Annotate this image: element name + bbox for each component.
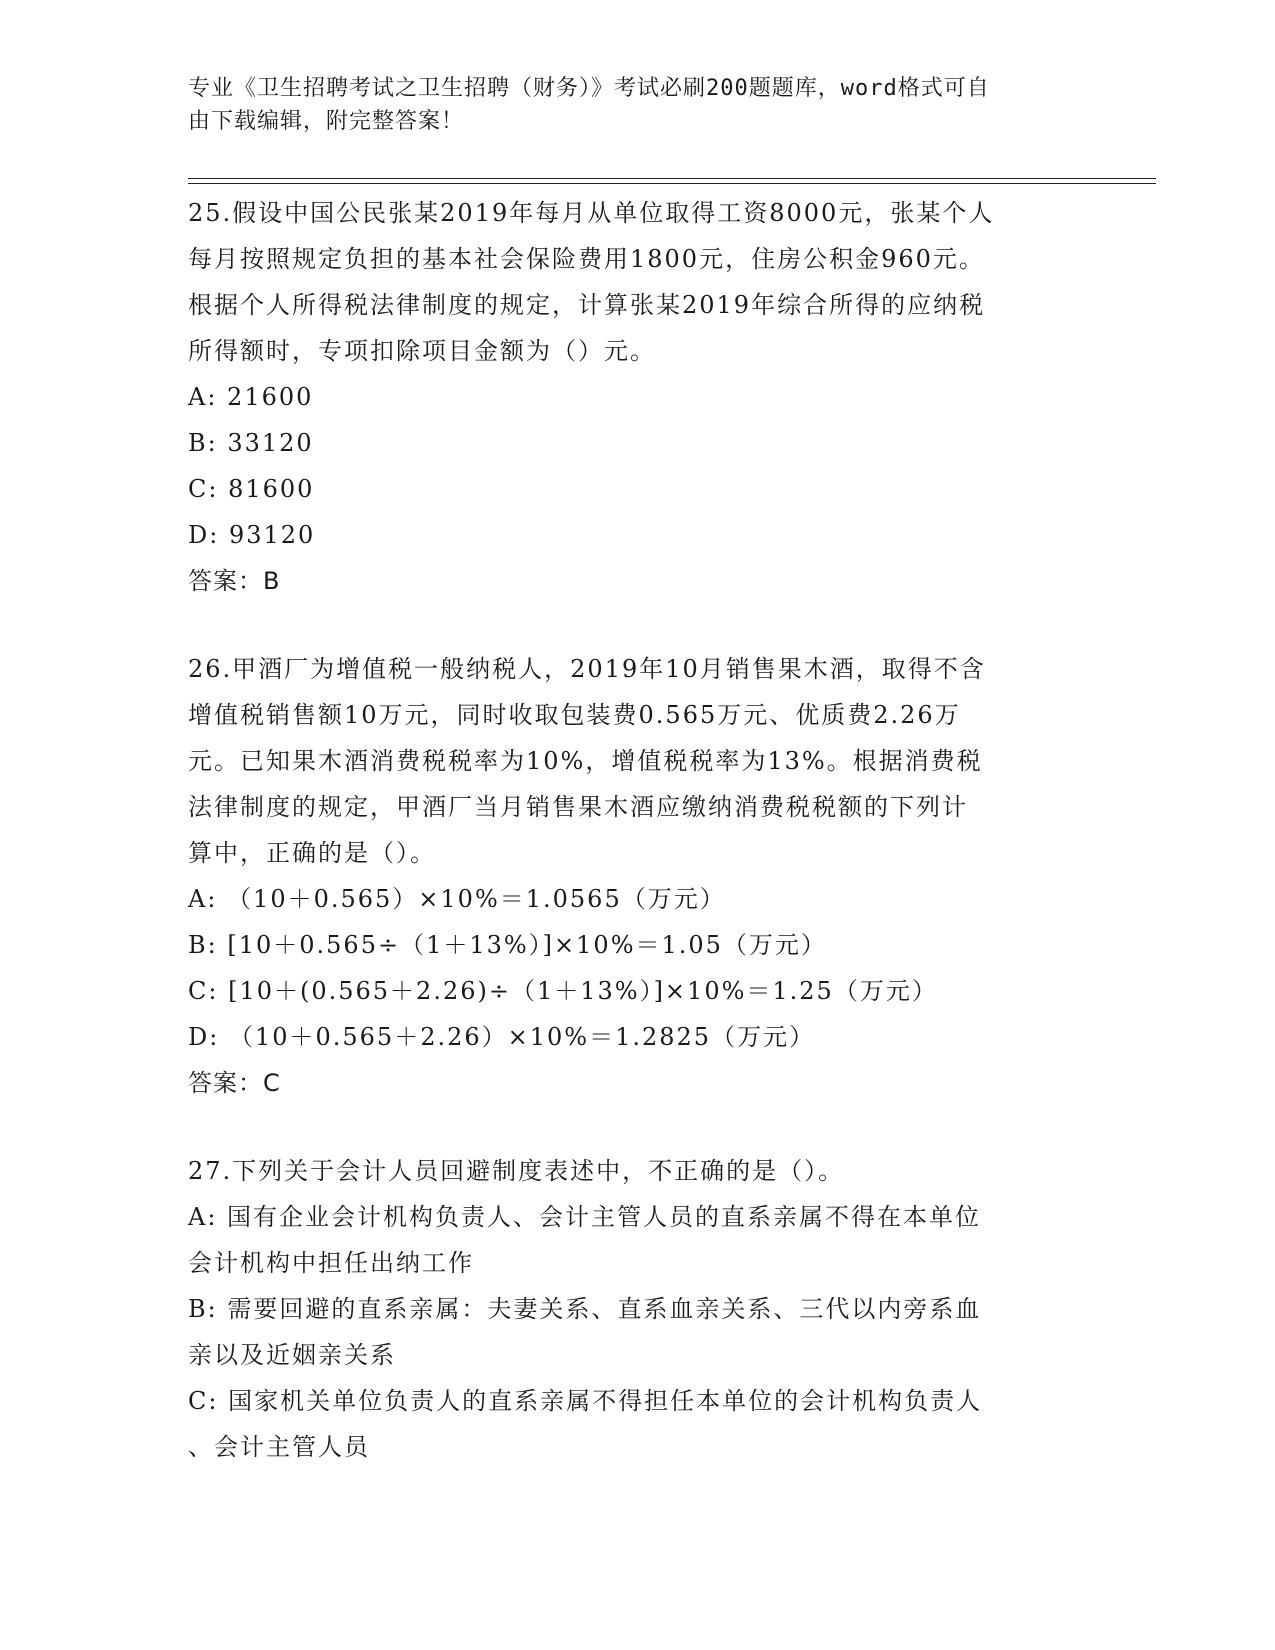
question-stem-line: 法律制度的规定，甲酒厂当月销售果木酒应缴纳消费税税额的下列计 xyxy=(188,793,968,821)
question-stem-line: 25.假设中国公民张某2019年每月从单位取得工资8000元，张某个人 xyxy=(188,199,995,227)
question-stem-line: 根据个人所得税法律制度的规定，计算张某2019年综合所得的应纳税 xyxy=(188,291,986,319)
question-stem-line: 元。已知果木酒消费税税率为10%，增值税税率为13%。根据消费税 xyxy=(188,747,983,775)
option-d: D: 93120 xyxy=(188,521,316,549)
question-stem-line: 增值税销售额10万元，同时收取包装费0.565万元、优质费2.26万 xyxy=(188,701,961,729)
header-line: 由下载编辑，附完整答案！ xyxy=(188,109,465,134)
option-b: B: 33120 xyxy=(188,429,314,457)
question-26 xyxy=(188,646,1088,1106)
question-stem-line: 所得额时，专项扣除项目金额为（）元。 xyxy=(188,337,656,365)
option-b: B: 需要回避的直系亲属：夫妻关系、直系血亲关系、三代以内旁系血 xyxy=(188,1295,982,1323)
question-stem-line: 27.下列关于会计人员回避制度表述中，不正确的是（）。 xyxy=(188,1157,845,1185)
option-a: A: 国有企业会计机构负责人、会计主管人员的直系亲属不得在本单位 xyxy=(188,1203,982,1231)
answer-line: 答案：C xyxy=(188,1069,281,1097)
question-stem-line: 算中，正确的是（）。 xyxy=(188,839,436,867)
question-27 xyxy=(188,1148,1088,1470)
header-divider-top xyxy=(188,178,1156,179)
question-25 xyxy=(188,190,1088,604)
header-divider-bottom xyxy=(188,183,1156,184)
option-c: C: [10＋(0.565＋2.26)÷（1＋13%）]×10%＝1.25（万元） xyxy=(188,977,938,1005)
option-b-continued: 亲以及近姻亲关系 xyxy=(188,1341,396,1369)
option-b: B: [10＋0.565÷（1＋13%）]×10%＝1.05（万元） xyxy=(188,931,827,959)
answer-line: 答案：B xyxy=(188,567,281,595)
question-list xyxy=(188,190,1088,1470)
option-d: D: （10＋0.565＋2.26）×10%＝1.2825（万元） xyxy=(188,1023,816,1051)
option-a: A: （10＋0.565）×10%＝1.0565（万元） xyxy=(188,885,726,913)
header-line: 专业《卫生招聘考试之卫生招聘（财务）》考试必刷200题题库，word格式可自 xyxy=(188,76,990,101)
option-c: C: 国家机关单位负责人的直系亲属不得担任本单位的会计机构负责人 xyxy=(188,1387,983,1415)
question-stem-line: 每月按照规定负担的基本社会保险费用1800元，住房公积金960元。 xyxy=(188,245,985,273)
option-c: C: 81600 xyxy=(188,475,315,503)
option-a: A: 21600 xyxy=(188,383,314,411)
document-header xyxy=(188,72,1068,138)
question-stem-line: 26.甲酒厂为增值税一般纳税人，2019年10月销售果木酒，取得不含 xyxy=(188,655,986,683)
option-c-continued: 、会计主管人员 xyxy=(188,1433,370,1461)
option-a-continued: 会计机构中担任出纳工作 xyxy=(188,1249,474,1277)
